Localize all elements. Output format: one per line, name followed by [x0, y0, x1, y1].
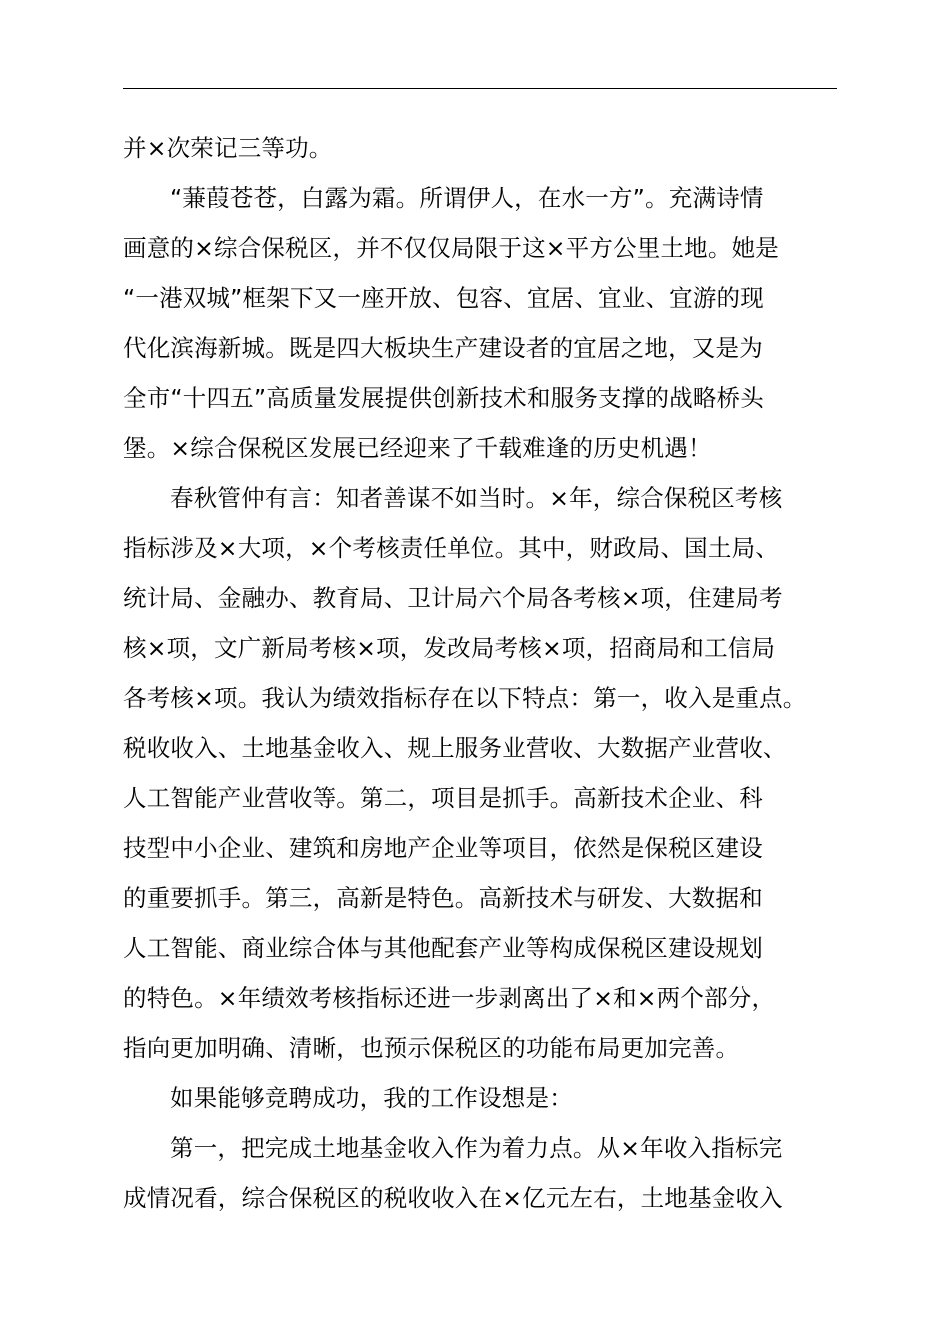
text-line: 成情况看，综合保税区的税收收入在×亿元左右，土地基金收入: [123, 1184, 783, 1212]
text-line: 的重要抓手。第三，高新是特色。高新技术与研发、大数据和: [123, 884, 763, 912]
paragraph-start-line: 如果能够竞聘成功，我的工作设想是：: [170, 1084, 573, 1112]
text-line: 的特色。×年绩效考核指标还进一步剥离出了×和×两个部分，: [123, 984, 776, 1012]
text-line: 画意的×综合保税区，并不仅仅局限于这×平方公里土地。她是: [123, 234, 779, 262]
text-line: 统计局、金融办、教育局、卫计局六个局各考核×项，住建局考: [123, 584, 783, 612]
text-line: 并×次荣记三等功。: [123, 134, 333, 162]
text-line: 代化滨海新城。既是四大板块生产建设者的宜居之地，又是为: [123, 334, 763, 362]
text-line: “一港双城”框架下又一座开放、包容、宜居、宜业、宜游的现: [123, 284, 764, 312]
text-line: 人工智能、商业综合体与其他配套产业等构成保税区建设规划: [123, 934, 763, 962]
text-line: 人工智能产业营收等。第二，项目是抓手。高新技术企业、科: [123, 784, 763, 812]
text-line: 各考核×项。我认为绩效指标存在以下特点：第一，收入是重点。: [123, 684, 807, 712]
text-line: 技型中小企业、建筑和房地产企业等项目，依然是保税区建设: [123, 834, 763, 862]
text-line: 堡。×综合保税区发展已经迎来了千载难逢的历史机遇！: [123, 434, 712, 462]
paragraph-start-line: 第一，把完成土地基金收入作为着力点。从×年收入指标完: [170, 1134, 783, 1162]
text-line: 指标涉及×大项，×个考核责任单位。其中，财政局、国土局、: [123, 534, 779, 562]
text-line: 全市“十四五”高质量发展提供创新技术和服务支撑的战略桥头: [123, 384, 764, 412]
header-rule: [123, 88, 837, 89]
text-line: 税收收入、土地基金收入、规上服务业营收、大数据产业营收、: [123, 734, 787, 762]
paragraph-start-line: “蒹葭苍苍，白露为霜。所谓伊人，在水一方”。充满诗情: [170, 184, 764, 212]
text-line: 指向更加明确、清晰，也预示保税区的功能布局更加完善。: [123, 1034, 740, 1062]
text-line: 核×项，文广新局考核×项，发改局考核×项，招商局和工信局: [123, 634, 776, 662]
paragraph-start-line: 春秋管仲有言：知者善谋不如当时。×年，综合保税区考核: [170, 484, 783, 512]
